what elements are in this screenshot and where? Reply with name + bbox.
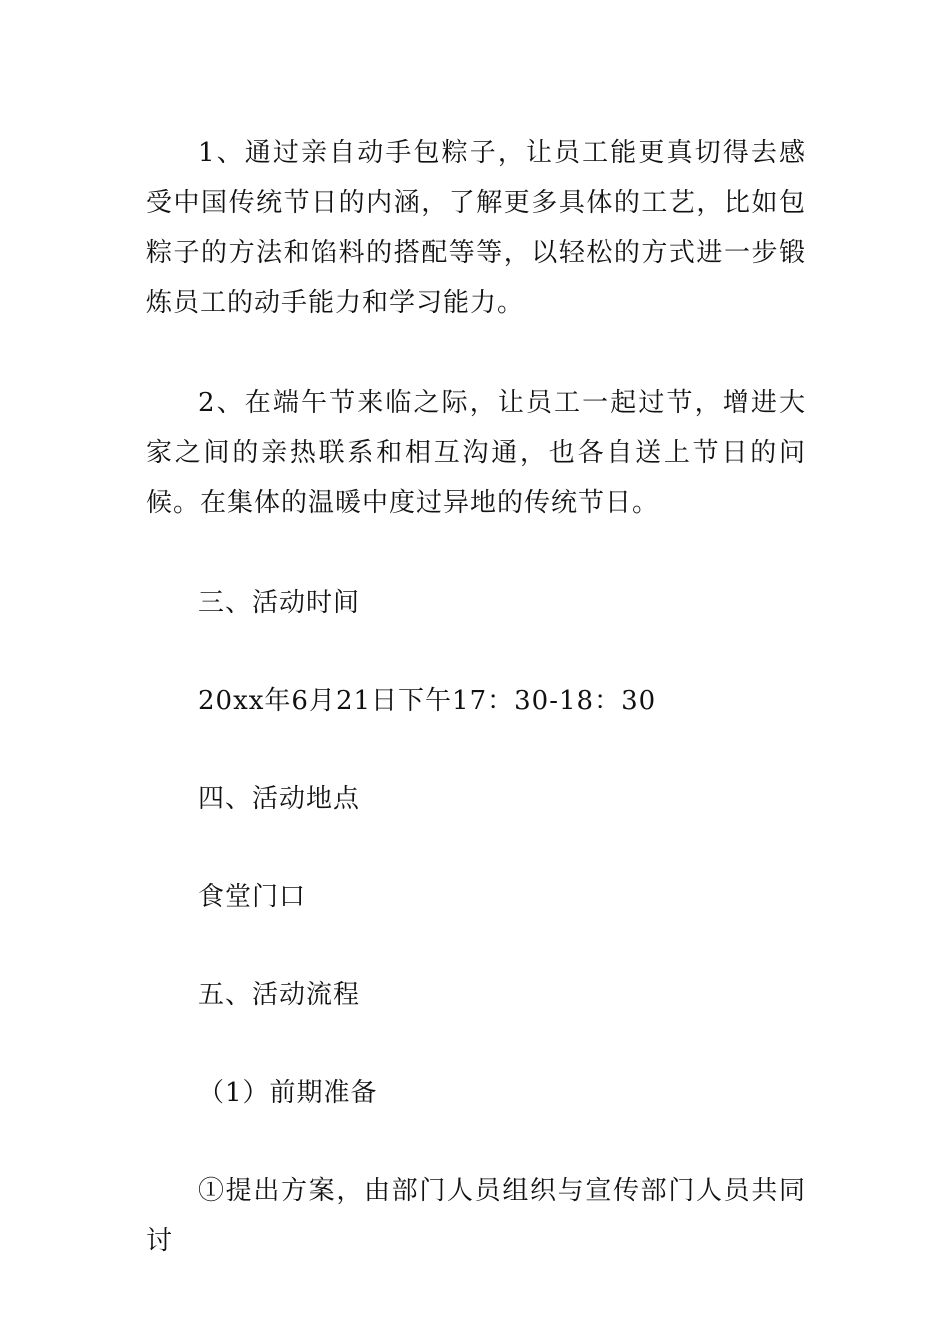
heading-activity-process: 五、活动流程 — [198, 980, 361, 1010]
activity-location-value: 食堂门口 — [198, 882, 307, 912]
paragraph-purpose-1: 1、通过亲自动手包粽子，让员工能更真切得去感受中国传统节日的内涵，了解更多具体的工艺，比如包粽子的方法和馅料的搭配等等，以轻松的方式进一步锻炼员工的动手能力和学习能力。 — [146, 138, 806, 318]
activity-time-value: 20xx年6月21日下午17：30-18：30 — [198, 686, 657, 716]
subheading-preparation: （1）前期准备 — [198, 1078, 378, 1108]
document-page — [146, 128, 806, 1266]
heading-activity-time: 三、活动时间 — [198, 588, 361, 618]
preparation-step-1: ①提出方案，由部门人员组织与宣传部门人员共同讨 — [146, 1176, 806, 1256]
heading-activity-location: 四、活动地点 — [198, 784, 361, 814]
paragraph-purpose-2: 2、在端午节来临之际，让员工一起过节，增进大家之间的亲热联系和相互沟通，也各自送上节日的问候。在集体的温暖中度过异地的传统节日。 — [146, 388, 806, 518]
